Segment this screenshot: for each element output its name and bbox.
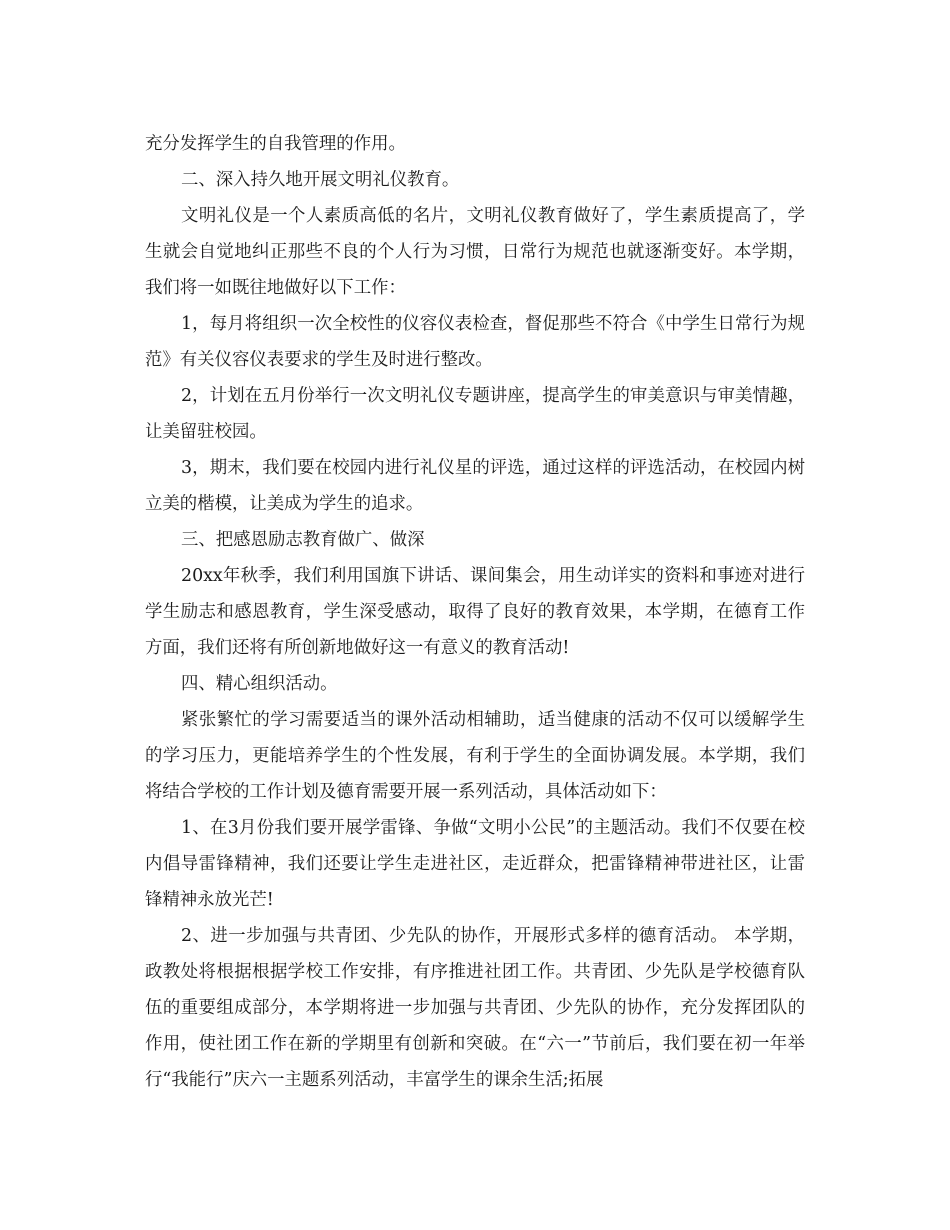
paragraph-activities-intro: 紧张繁忙的学习需要适当的课外活动相辅助，适当健康的活动不仅可以缓解学生的学习压力，更能培养学生的个性发展，有利于学生的全面协调发展。本学期，我们将结合学校的工作计划及德育需要开展一系列活动，具体活动如下： (145, 710, 805, 802)
document-body (145, 126, 805, 1098)
section-heading-3: 三、把感恩励志教育做广、做深 (181, 530, 425, 550)
section-heading-2: 二、深入持久地开展文明礼仪教育。 (181, 170, 460, 190)
activity-item-2: 2、进一步加强与共青团、少先队的协作，开展形式多样的德育活动。 本学期，政教处将根据根据学校工作安排，有序推进社团工作。共青团、少先队是学校德育队伍的重要组成部分，本学期将进一步加强与共青团、少先队的协作，充分发挥团队的作用，使社团工作在新的学期里有创新和突破。在“六一”节前后，我们要在初一年举行“我能行”庆六一主题系列活动，丰富学生的课余生活;拓展 (145, 926, 805, 1090)
paragraph-etiquette-intro: 文明礼仪是一个人素质高低的名片，文明礼仪教育做好了，学生素质提高了，学生就会自觉地纠正那些不良的个人行为习惯，日常行为规范也就逐渐变好。本学期，我们将一如既往地做好以下工作： (145, 206, 805, 298)
paragraph-continuation: 充分发挥学生的自我管理的作用。 (145, 134, 406, 154)
list-item-1: 1，每月将组织一次全校性的仪容仪表检查，督促那些不符合《中学生日常行为规范》有关仪容仪表要求的学生及时进行整改。 (145, 314, 805, 370)
activity-item-1: 1、在3月份我们要开展学雷锋、争做“文明小公民”的主题活动。我们不仅要在校内倡导雷锋精神，我们还要让学生走进社区，走近群众，把雷锋精神带进社区，让雷锋精神永放光芒! (145, 818, 805, 910)
list-item-3: 3，期末，我们要在校园内进行礼仪星的评选，通过这样的评选活动，在校园内树立美的楷模，让美成为学生的追求。 (145, 458, 805, 514)
paragraph-gratitude: 20xx年秋季，我们利用国旗下讲话、课间集会，用生动详实的资料和事迹对进行学生励志和感恩教育，学生深受感动，取得了良好的教育效果，本学期，在德育工作方面，我们还将有所创新地做好这一有意义的教育活动! (145, 566, 805, 658)
section-heading-4: 四、精心组织活动。 (181, 674, 338, 694)
list-item-2: 2，计划在五月份举行一次文明礼仪专题讲座，提高学生的审美意识与审美情趣，让美留驻校园。 (145, 386, 805, 442)
